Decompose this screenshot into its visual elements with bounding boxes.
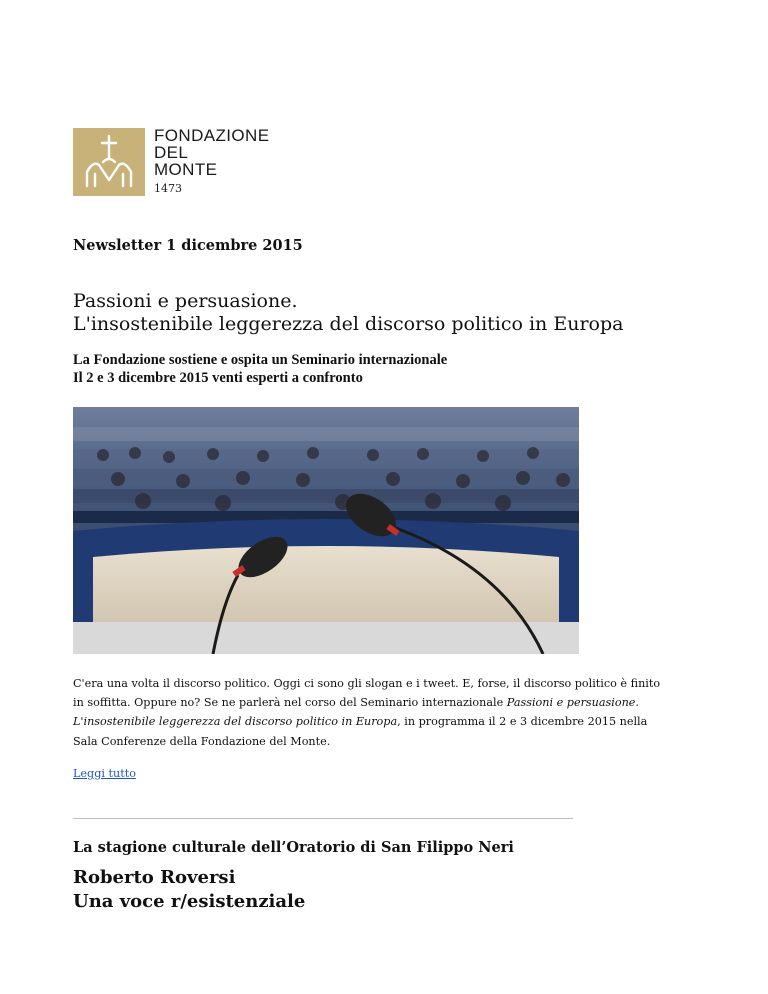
logo-line-1: FONDAZIONE <box>154 126 270 145</box>
event-title-line-2: Una voce r/esistenziale <box>73 891 306 912</box>
article-subtitle-line-2: Il 2 e 3 dicembre 2015 venti esperti a confronto <box>73 370 363 386</box>
article-title-line-1: Passioni e persuasione. <box>73 290 298 312</box>
article-subtitle-line-1: La Fondazione sostiene e ospita un Seminario internazionale <box>73 352 448 368</box>
conference-hall-photo <box>73 407 579 654</box>
article-body-part-1: C'era una volta il discorso politico. Oggi ci sono gli slogan e i tweet. E, forse, il discorso politico è finito in soffitta. Oppure no? Se ne parlerà nel corso del Seminario internazionale <box>73 677 661 710</box>
logo-line-3: MONTE <box>154 160 218 179</box>
article-subtitle <box>73 351 693 387</box>
logo-line-2: DEL <box>154 143 189 162</box>
logo-year: 1473 <box>154 182 182 195</box>
article-body <box>73 674 673 751</box>
logo-wordmark <box>154 127 269 196</box>
article-title <box>73 290 693 336</box>
event-title <box>73 866 305 914</box>
article-body-italic: Passioni e persuasione. L'insostenibile leggerezza del discorso politico in Europa <box>73 696 639 729</box>
article-body-part-2: , in programma il 2 e 3 dicembre 2015 nella Sala Conferenze della Fondazione del Monte. <box>73 715 648 748</box>
read-more-link[interactable]: Leggi tutto <box>73 767 136 780</box>
section-divider <box>73 818 573 819</box>
foundation-logo <box>73 128 269 196</box>
article-title-line-2: L'insostenibile leggerezza del discorso politico in Europa <box>73 313 624 335</box>
newsletter-date: Newsletter 1 dicembre 2015 <box>73 237 303 254</box>
audience-rows <box>73 427 579 511</box>
cross-mountain-icon <box>73 128 145 196</box>
section-title: La stagione culturale dell’Oratorio di San Filippo Neri <box>73 839 514 856</box>
event-title-line-1: Roberto Roversi <box>73 867 236 888</box>
